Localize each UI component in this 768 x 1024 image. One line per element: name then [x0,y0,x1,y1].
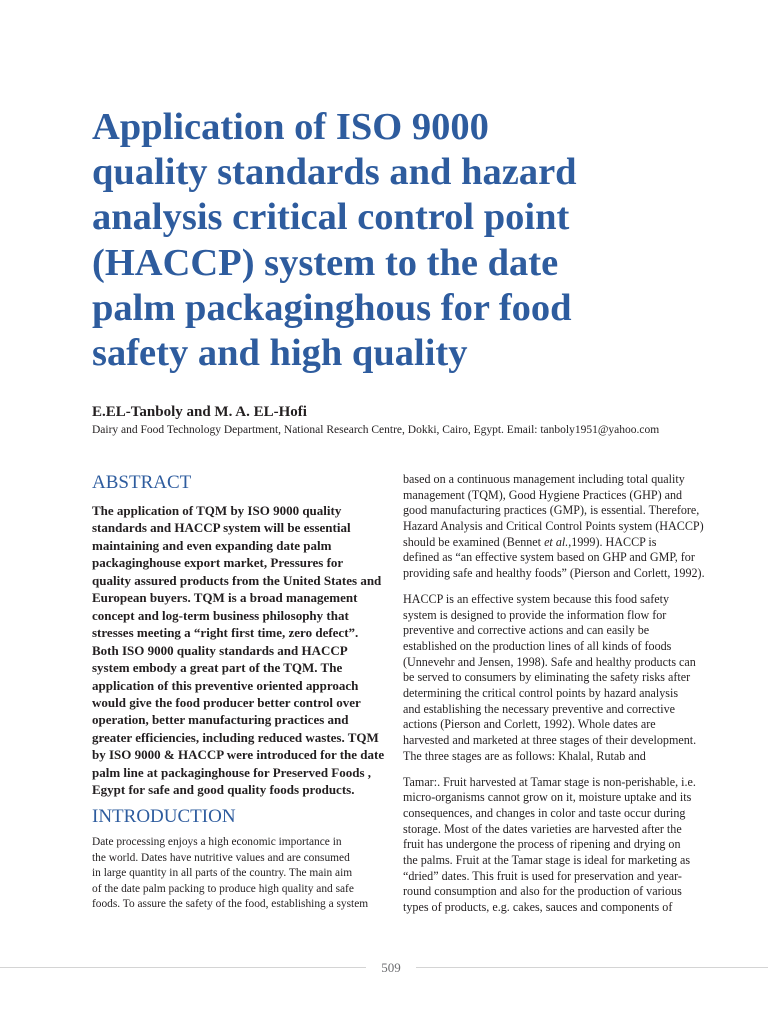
body-line: good manufacturing practices (GMP), is essential. Therefore, [403,503,700,518]
body-paragraph [403,592,705,764]
abstract-body [92,502,384,799]
introduction-heading: INTRODUCTION [92,806,236,827]
body-line: actions (Pierson and Corlett, 1992). Whole dates are [403,717,656,732]
abstract-line: Both ISO 9000 quality standards and HACCP [92,642,348,658]
introduction-line: foods. To assure the safety of the food, establishing a system [92,898,369,910]
abstract-line: would give the food producer better control over [92,694,361,710]
body-line: Hazard Analysis and Critical Control Points system (HACCP) [403,518,704,533]
body-text-segment: ,1999). HACCP is [568,534,657,549]
abstract-line: quality assured products from the United States and [92,572,382,588]
introduction-body [92,835,368,913]
abstract-line: standards and HACCP system will be essential [92,520,351,536]
body-line: storage. Most of the dates varieties are harvested after the [403,821,682,836]
introduction-line: of the date palm packing to produce high quality and safe [92,882,354,895]
body-line: based on a continuous management including total quality [403,472,685,486]
body-paragraph [403,775,705,916]
body-line: providing safe and healthy foods” (Pierson and Corlett, 1992). [403,565,705,580]
body-line: round consumption and also for the production of various [403,884,682,899]
abstract-line: palm line at packaginghouse for Preserved Foods , [92,764,372,780]
body-line: preventive and corrective actions and can easily be [403,623,650,638]
footer-rule-left [0,967,366,968]
body-line: system is designed to provide the information flow for [403,607,667,622]
authors: E.EL-Tanboly and M. A. EL-Hofi [92,404,307,420]
abstract-line: packaginghouse export market, Pressures for [92,555,344,571]
body-line: types of products, e.g. cakes, sauces and components of [403,899,673,914]
body-line: “dried” dates. This fruit is used for preservation and year- [403,868,682,883]
abstract-line: by ISO 9000 & HACCP were introduced for the date [92,747,385,763]
abstract-line: greater efficiencies, including reduced wastes. TQM [92,729,379,745]
introduction-line: Date processing enjoys a high economic importance in [92,836,342,848]
title-line: analysis critical control point [92,196,570,239]
body-line: determining the critical control points by hazard analysis [403,685,679,700]
affiliation: Dairy and Food Technology Department, National Research Centre, Dokki, Cairo, Egypt. Email: tanboly1951@yahoo.com [92,424,660,436]
body-line: and establishing the necessary preventive and corrective [403,701,675,716]
body-text-segment: should be examined (Bennet [403,534,545,549]
abstract-line: The application of TQM by ISO 9000 quality [92,503,342,518]
title-line: palm packaginghous for food [92,286,572,329]
title-line: safety and high quality [92,332,468,375]
body-line: be served to consumers by eliminating the safety risks after [403,670,691,685]
abstract-line: maintaining and even expanding date palm [92,537,332,553]
body-line: HACCP is an effective system because this food safety [403,591,670,606]
right-column [403,472,705,916]
body-line: micro-organisms cannot grow on it, moisture uptake and its [403,790,692,805]
body-line: fruit has undergone the process of ripening and drying on [403,837,681,852]
footer-rule-right [416,967,768,968]
title-line: Application of ISO 9000 [92,106,489,148]
abstract-heading: ABSTRACT [92,472,192,493]
citation-et-al: et al. [544,534,569,549]
abstract-line: Egypt for safe and good quality foods products. [92,782,355,798]
paper-title [92,105,577,376]
body-line: Tamar:. Fruit harvested at Tamar stage is non-perishable, i.e. [403,774,696,789]
body-line: the palms. Fruit at the Tamar stage is ideal for marketing as [403,852,691,867]
body-line: (Unnevehr and Jensen, 1998). Safe and healthy products can [403,654,696,669]
page-number: 509 [381,960,401,975]
abstract-line: system embody a great part of the TQM. The [92,660,343,676]
abstract-line: concept and log-term business philosophy that [92,607,349,623]
abstract-line: stresses meeting a “right first time, zero defect”. [92,625,359,641]
body-line: consequences, and changes in color and taste occur during [403,805,686,820]
body-line: management (TQM), Good Hygiene Practices (GHP) and [403,487,683,502]
abstract-line: European buyers. TQM is a broad management [92,590,358,606]
title-line: (HACCP) system to the date [92,241,559,284]
body-paragraph [403,472,705,582]
abstract-line: application of this preventive oriented approach [92,677,359,693]
body-line [403,535,705,551]
body-line: The three stages are as follows: Khalal, Rutab and [403,748,646,763]
introduction-line: in large quantity in all parts of the country. The main aim [92,867,353,879]
abstract-line: operation, better manufacturing practices and [92,712,349,728]
introduction-line: the world. Dates have nutritive values and are consumed [92,851,350,864]
body-line: harvested and marketed at three stages of their development. [403,732,697,747]
body-line: defined as “an effective system based on GHP and GMP, for [403,550,695,565]
body-line: established on the production lines of all kinds of foods [403,638,672,653]
title-line: quality standards and hazard [92,151,577,194]
